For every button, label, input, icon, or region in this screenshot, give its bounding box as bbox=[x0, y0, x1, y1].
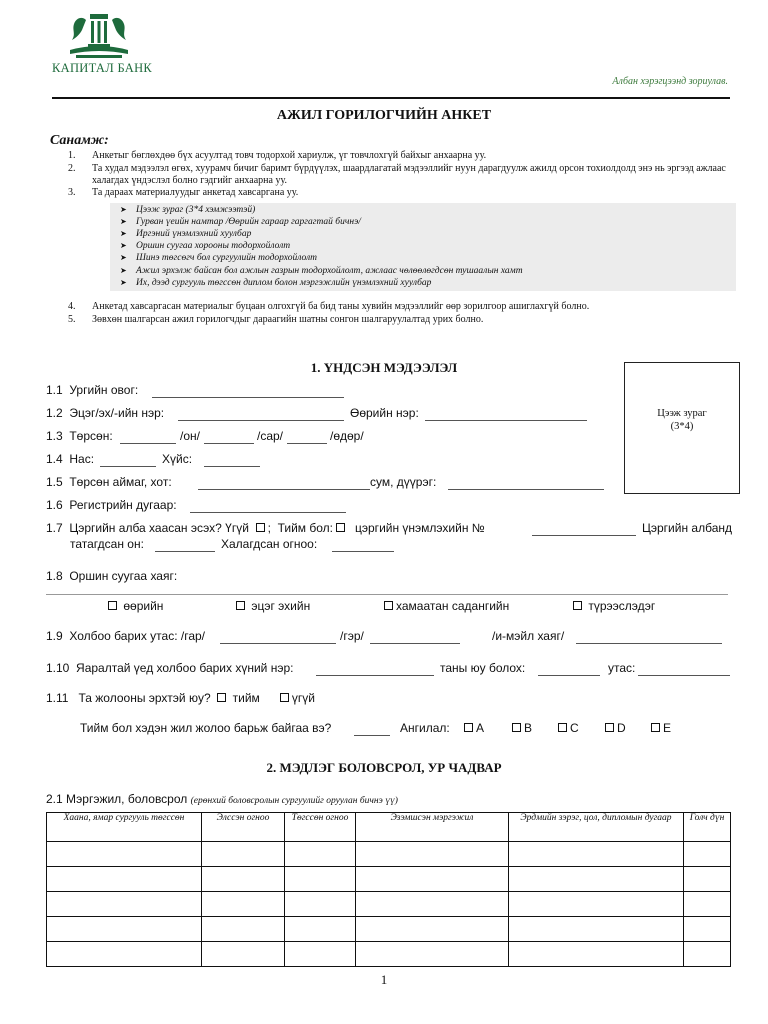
note-text: Анкетад хавсаргасан материалыг буцаан олгохгүй ба бид таны хувийн мэдээллийг өөр зорилгоор ашиглахгүй болно. bbox=[92, 301, 590, 312]
table-row bbox=[47, 867, 731, 892]
residence-relatives: хамаатан садангийн bbox=[384, 599, 509, 613]
note-num: 2. bbox=[68, 163, 76, 174]
surname-field[interactable] bbox=[152, 397, 344, 398]
relation-field[interactable] bbox=[538, 675, 600, 676]
license-yes-checkbox[interactable] bbox=[217, 693, 226, 702]
birth-label: 1.3 Төрсөн: bbox=[46, 429, 113, 443]
note-num: 1. bbox=[68, 150, 76, 161]
education-sublabel: 2.1 Мэргэжил, боловсрол (ерөнхий боловсролын сургуулийг оруулан бичнэ үү) bbox=[46, 792, 398, 806]
col-degree: Эрдмийн зэрэг, цол, дипломын дугаар bbox=[509, 813, 684, 842]
material-item: ➤ Гурван үеийн намтар /Өөрийн гараар гаргагтай бичнэ/ bbox=[120, 217, 361, 227]
table-cell[interactable] bbox=[356, 867, 509, 892]
table-cell[interactable] bbox=[47, 867, 202, 892]
col-gpa: Голч дүн bbox=[684, 813, 731, 842]
residence-relatives-checkbox[interactable] bbox=[384, 601, 393, 610]
col-profession: Эзэмшсэн мэргэжил bbox=[356, 813, 509, 842]
license-label: 1.11 Та жолооны эрхтэй юу? тийм үгүй bbox=[46, 691, 315, 705]
col-school: Хаана, ямар сургууль төгссөн bbox=[47, 813, 202, 842]
notes-heading: Санамж: bbox=[50, 133, 109, 148]
table-cell[interactable] bbox=[285, 867, 356, 892]
table-cell[interactable] bbox=[47, 842, 202, 867]
mobile-field[interactable] bbox=[220, 643, 336, 644]
col-enrolled: Элссэн огноо bbox=[202, 813, 285, 842]
table-cell[interactable] bbox=[684, 867, 731, 892]
military-id-field[interactable] bbox=[532, 535, 636, 536]
table-cell[interactable] bbox=[285, 892, 356, 917]
email-field[interactable] bbox=[576, 643, 722, 644]
discharged-label: Халагдсан огноо: bbox=[221, 537, 318, 551]
parent-name-field[interactable] bbox=[178, 420, 344, 421]
category-c: C bbox=[558, 721, 579, 735]
age-field[interactable] bbox=[100, 466, 156, 467]
education-table bbox=[46, 812, 731, 967]
table-cell[interactable] bbox=[202, 867, 285, 892]
given-name-label: Өөрийн нэр: bbox=[350, 406, 419, 420]
category-d-checkbox[interactable] bbox=[605, 723, 614, 732]
drafted-label: татагдсан он: bbox=[70, 537, 144, 551]
bank-logo-icon bbox=[66, 12, 132, 60]
material-item: ➤ Их, дээд сургууль төгссөн диплом болон мэргэжлийн үнэмлэхний хуулбар bbox=[120, 278, 432, 288]
table-cell[interactable] bbox=[356, 942, 509, 967]
table-cell[interactable] bbox=[356, 917, 509, 942]
category-e: E bbox=[651, 721, 671, 735]
category-c-checkbox[interactable] bbox=[558, 723, 567, 732]
discharged-date-field[interactable] bbox=[332, 551, 394, 552]
month-unit: /сар/ bbox=[257, 429, 284, 443]
residence-parents: эцэг эхийн bbox=[236, 599, 310, 613]
note-text: Та дараах материалуудыг анкетад хавсаргана уу. bbox=[92, 187, 299, 198]
table-cell[interactable] bbox=[509, 892, 684, 917]
category-label: Ангилал: bbox=[400, 721, 450, 735]
residence-rent-checkbox[interactable] bbox=[573, 601, 582, 610]
table-cell[interactable] bbox=[684, 942, 731, 967]
home-phone-label: /гэр/ bbox=[340, 629, 364, 643]
header-divider bbox=[52, 97, 730, 99]
age-label: 1.4 Нас: bbox=[46, 452, 95, 466]
emergency-name-field[interactable] bbox=[316, 675, 434, 676]
material-item: ➤ Оршин суугаа хорооны тодорхойлолт bbox=[120, 241, 291, 251]
table-cell[interactable] bbox=[47, 917, 202, 942]
birthplace-label: 1.5 Төрсөн аймаг, хот: bbox=[46, 475, 172, 489]
table-cell[interactable] bbox=[509, 917, 684, 942]
table-cell[interactable] bbox=[684, 892, 731, 917]
table-cell[interactable] bbox=[285, 917, 356, 942]
table-row bbox=[47, 842, 731, 867]
phone-label: 1.9 Холбоо барих утас: /гар/ bbox=[46, 629, 205, 643]
residence-rent: түрээслэдэг bbox=[573, 599, 655, 613]
register-field[interactable] bbox=[190, 512, 346, 513]
address-field[interactable] bbox=[46, 594, 728, 595]
table-cell[interactable] bbox=[509, 867, 684, 892]
license-no-checkbox[interactable] bbox=[280, 693, 289, 702]
photo-label: Цээж зураг bbox=[657, 408, 707, 419]
col-graduated: Төгссөн огноо bbox=[285, 813, 356, 842]
driving-years-field[interactable] bbox=[354, 735, 390, 736]
category-b: B bbox=[512, 721, 532, 735]
military-no-checkbox[interactable] bbox=[256, 523, 265, 532]
page-number: 1 bbox=[380, 972, 388, 987]
section1-title: 1. ҮНДСЭН МЭДЭЭЛЭЛ bbox=[310, 360, 458, 375]
table-row bbox=[47, 892, 731, 917]
district-label: сум, дүүрэг: bbox=[370, 475, 437, 489]
table-cell[interactable] bbox=[285, 842, 356, 867]
parent-name-label: 1.2 Эцэг/эх/-ийн нэр: bbox=[46, 406, 165, 420]
material-item: ➤ Ажил эрхэлж байсан бол ажлын газрын тодорхойлолт, ажлаас чөлөөлөгдсөн тушаалын хамт bbox=[120, 266, 523, 276]
category-e-checkbox[interactable] bbox=[651, 723, 660, 732]
note-num: 5. bbox=[68, 314, 76, 325]
note-text: Анкетыг бөглөхдөө бүх асуултад товч тодорхой хариулж, үг товчлохгүй байхыг анхаарна уу. bbox=[92, 150, 487, 161]
note-text: Та худал мэдээлэл өгөх, хуурамч бичиг баримт бүрдүүлэх, шаардлагатай мэдээллийг нуун дарагдуулж ажилд орсон тохиолдолд энэ нь эргээд ажлаас халагдах үндэслэл болно гэдгийг анхаарна уу. bbox=[92, 163, 726, 186]
home-phone-field[interactable] bbox=[370, 643, 460, 644]
note-num: 4. bbox=[68, 301, 76, 312]
category-d: D bbox=[605, 721, 626, 735]
residence-parents-checkbox[interactable] bbox=[236, 601, 245, 610]
category-a-checkbox[interactable] bbox=[464, 723, 473, 732]
table-cell[interactable] bbox=[684, 842, 731, 867]
table-cell[interactable] bbox=[47, 892, 202, 917]
table-cell[interactable] bbox=[356, 842, 509, 867]
driving-years-label: Тийм бол хэдэн жил жолоо барьж байгаа вэ? bbox=[80, 721, 332, 735]
table-cell[interactable] bbox=[285, 942, 356, 967]
year-unit: /он/ bbox=[180, 429, 200, 443]
given-name-field[interactable] bbox=[425, 420, 587, 421]
emergency-label: 1.10 Яаралтай үед холбоо барих хүний нэр: bbox=[46, 661, 294, 675]
slogan: Албан хэрэгцээнд зориулав. bbox=[612, 76, 728, 87]
table-cell[interactable] bbox=[47, 942, 202, 967]
note-num: 3. bbox=[68, 187, 76, 198]
bank-name: КАПИТАЛ БАНК bbox=[52, 61, 153, 75]
category-a: A bbox=[464, 721, 484, 735]
material-item: ➤ Иргэний үнэмлэхний хуулбар bbox=[120, 229, 252, 239]
emergency-phone-label: утас: bbox=[608, 661, 636, 675]
district-field[interactable] bbox=[448, 489, 604, 490]
category-b-checkbox[interactable] bbox=[512, 723, 521, 732]
email-label: /и-мэйл хаяг/ bbox=[492, 629, 565, 643]
register-label: 1.6 Регистрийн дугаар: bbox=[46, 498, 177, 512]
table-cell[interactable] bbox=[202, 917, 285, 942]
table-cell[interactable] bbox=[202, 942, 285, 967]
table-cell[interactable] bbox=[509, 942, 684, 967]
note-text: Зөвхөн шалгарсан ажил горилогчдыг дараагийн шатны сонгон шалгаруулалтад урих болно. bbox=[92, 314, 484, 325]
section2-title: 2. МЭДЛЭГ БОЛОВСРОЛ, УР ЧАДВАР bbox=[266, 760, 502, 775]
birth-day-field[interactable] bbox=[287, 443, 327, 444]
residence-own: өөрийн bbox=[108, 599, 163, 613]
table-cell[interactable] bbox=[356, 892, 509, 917]
gender-label: Хүйс: bbox=[162, 452, 193, 466]
gender-field[interactable] bbox=[204, 466, 260, 467]
material-item: ➤ Шинэ төгсөгч бол сургуулийн тодорхойлолт bbox=[120, 253, 317, 263]
table-row bbox=[47, 942, 731, 967]
birth-month-field[interactable] bbox=[204, 443, 254, 444]
photo-box bbox=[624, 362, 740, 494]
drafted-year-field[interactable] bbox=[155, 551, 215, 552]
residence-own-checkbox[interactable] bbox=[108, 601, 117, 610]
photo-size: (3*4) bbox=[670, 421, 694, 432]
military-yes-checkbox[interactable] bbox=[336, 523, 345, 532]
birth-year-field[interactable] bbox=[120, 443, 176, 444]
relation-label: таны юу болох: bbox=[440, 661, 526, 675]
table-cell[interactable] bbox=[509, 842, 684, 867]
page-title: АЖИЛ ГОРИЛОГЧИЙН АНКЕТ bbox=[276, 108, 492, 123]
military-label: 1.7 Цэргийн алба хаасан эсэх? Үгүй ; Тийм бол: цэргийн үнэмлэхийн № bbox=[46, 521, 485, 535]
table-cell[interactable] bbox=[202, 842, 285, 867]
day-unit: /өдөр/ bbox=[330, 429, 364, 443]
birthplace-field[interactable] bbox=[198, 489, 370, 490]
table-cell[interactable] bbox=[202, 892, 285, 917]
military-service-label: Цэргийн албанд bbox=[642, 521, 732, 535]
emergency-phone-field[interactable] bbox=[638, 675, 730, 676]
table-cell[interactable] bbox=[684, 917, 731, 942]
table-row bbox=[47, 917, 731, 942]
address-label: 1.8 Оршин суугаа хаяг: bbox=[46, 569, 178, 583]
material-item: ➤ Цээж зураг (3*4 хэмжээтэй) bbox=[120, 205, 256, 215]
surname-label: 1.1 Ургийн овог: bbox=[46, 383, 139, 397]
